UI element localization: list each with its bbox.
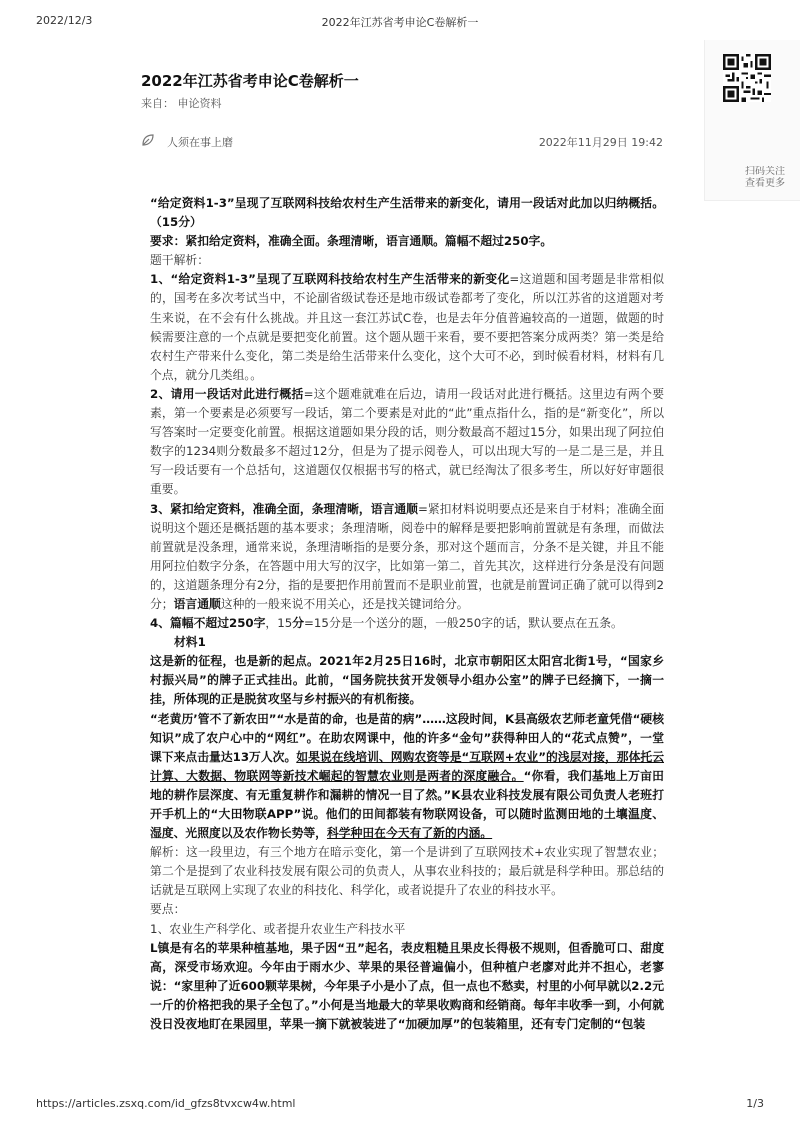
print-header bbox=[0, 14, 800, 30]
material-paragraph-3: L镇是有名的苹果种植基地，果子因“丑”起名，表皮粗糙且果皮长得极不规则，但香脆可口、甜度高，深受市场欢迎。今年由于雨水少、苹果的果径普遍偏小，但种植户老廖对此并不担心，老寥说：“家里种了近600颗苹果树，今年果子小是小了点，但一点也不愁卖，村里的小何早就以2.2元一斤的价格把我的果子全包了。”小何是当地最大的苹果收购商和经销商。每年丰收季一到，小何就没日没夜地盯在果园里，苹果一摘下就被装进了“加硬加厚”的包装箱里，还有专门定制的“包装 bbox=[150, 940, 664, 1032]
analysis-point-3-head: 3、紧扣给定资料，准确全面，条理清晰，语言通顺 bbox=[150, 501, 418, 516]
print-date: 2022/12/3 bbox=[36, 14, 93, 27]
analysis-point-4-mid: ，15 bbox=[265, 616, 293, 631]
material-paragraph-2-underline-2: 科学种田在今天有了新的内涵。 bbox=[326, 826, 493, 841]
analysis-point-3-tail-body: 这种的一般来说不用关心，还是找关键词给分。 bbox=[220, 596, 469, 611]
qr-caption-line1: 扫码关注 bbox=[745, 166, 785, 177]
key-point-1: 1、农业生产科学化、或者提升农业生产科技水平 bbox=[150, 921, 406, 936]
analysis-point-2-head: 2、请用一段话对此进行概括 bbox=[150, 386, 304, 401]
key-points-label: 要点： bbox=[150, 902, 186, 917]
analysis-point-3-tail-head: 语言通顺 bbox=[173, 596, 221, 611]
page-url[interactable]: https://articles.zsxq.com/id_gfzs8tvxcw4w.html bbox=[36, 1097, 296, 1110]
qr-caption bbox=[745, 166, 800, 190]
material-paragraph-2-a: “老黄历’管不了新农田”“水是苗的命，也是苗的病”……这段时间，K县高级农艺师老童凭借“硬核知识”成了农户心中的“网红”。在助农网课中，他的许多“金句”获得种田人的“花式点赞”，一堂课下来点击量达13万人次。 bbox=[150, 711, 664, 764]
analysis-point-4-body: =15分是一个送分的题，一般250字的话，默认要点在五条。 bbox=[304, 616, 623, 631]
analysis-point-3 bbox=[150, 500, 664, 615]
requirement-text: 要求：紧扣给定资料，准确全面。条理清晰，语言通顺。篇幅不超过250字。 bbox=[150, 234, 553, 249]
analysis-point-2-body: =这个题难就难在后边，请用一段话对此进行概括。这里边有两个要素，第一个要素是必须要写一段话，第二个要素是对此的“此”重点指什么，指的是“新变化”，所以写答案时一定要变化前置。根据这道题如果分段的话，则分数最高不超过15分，如果出现了阿拉伯数字的1234则分数最多不超过12分，但是为了提示阅卷人，可以出现大写的一是二是三是，并且写一段话要有一个总括句，这道题仅仅根据书写的格式，就已经淘汰了很多考生，所以好好审题很重要。 bbox=[150, 386, 664, 497]
article-body bbox=[150, 194, 664, 1034]
print-title: 2022年江苏省考申论C卷解析一 bbox=[321, 16, 479, 29]
analysis-point-3-body: =紧扣材料说明要点还是来自于材料；准确全面说明这个题还是概括题的基本要求；条理清晰，阅卷中的解释是要把影响前置就是有条理，而做法前置就是没条理，通常来说，条理清晰指的是要分条，那对这个题而言，分条不是关键，并且不能用阿拉伯数字分条，在答题中用大写的汉字，比如第一第二，首先其次，这样进行分条是没有问题的，这道题条理分有2分，指的是要把作用前置而不是职业前置，也就是前置词正确了就可以得到2分； bbox=[150, 501, 664, 611]
material-paragraph-2-underline-1: 如果说在线培训、网购农资等是“互联网+农业”的浅层对接，那体托云计算、大数据、物联网等新技术崛起的智慧农业则是两者的深度融合。 bbox=[150, 749, 664, 783]
analysis-point-2 bbox=[150, 385, 664, 500]
publish-date: 2022年11月29日 19:42 bbox=[538, 136, 663, 149]
qr-caption-line2: 查看更多 bbox=[745, 178, 785, 189]
qr-code-icon bbox=[723, 54, 771, 102]
analysis-point-1-head: 1、“给定资料1-3”呈现了互联网科技给农村生产生活带来的新变化 bbox=[150, 272, 510, 287]
material-label: 材料1 bbox=[174, 635, 206, 650]
analysis-point-4 bbox=[150, 614, 664, 633]
stem-analysis-label: 题干解析： bbox=[150, 253, 209, 268]
page-number: 1/3 bbox=[746, 1097, 764, 1110]
leaf-icon bbox=[141, 133, 155, 150]
analysis-point-1-body: =这道题和国考题是非常相似的，国考在多次考试当中，不论副省级试卷还是地市级试卷都考了变化，所以江苏省的这道题对考生来说，在不会有什么挑战。并且这一套江苏试C卷，也是去年分值普遍较高的一道题，做题的时候需要注意的一个点就是要把变化前置。这个题从题干来看，要不要把答案分成两类？第一类是给农村生产带来什么变化，第二类是给生活带来什么变化，这个大可不必，到时候看材料，材料有几个点，就分几类组。。 bbox=[150, 272, 664, 382]
analysis-point-4-mid-bold: 分 bbox=[292, 616, 305, 631]
qr-panel bbox=[704, 40, 800, 201]
material-paragraph-1: 这是新的征程，也是新的起点。2021年2月25日16时，北京市朝阳区太阳宫北街1号，“国家乡村振兴局”的牌子正式挂出。此前，“国务院扶贫开发领导小组办公室”的牌子已经摘下，一摘一挂，所体现的正是脱贫攻坚与乡村振兴的有机衔接。 bbox=[150, 654, 664, 707]
analysis-point-1 bbox=[150, 270, 664, 385]
author-name[interactable]: 人须在事上磨 bbox=[167, 136, 233, 149]
material-paragraph-2-b: “你看，我们基地上万亩田地的耕作层深度、有无重复耕作和漏耕的情况一目了然。”K县农业科技发展有限公司负责人老班打开手机上的“大田物联APP”说。他们的田间都装有物联网设备，可以随时监测田地的土壤温度、湿度、光照度以及农作物长势等， bbox=[150, 768, 664, 841]
analysis-paragraph: 解析：这一段里边，有三个地方在暗示变化，第一个是讲到了互联网技术+农业实现了智慧农业；第二个是提到了农业科技发展有限公司的负责人，从事农业科技的；最后就是科学种田。那总结的话就是互联网上实现了农业的科技化、科学化，或者说提升了农业的科技水平。 bbox=[150, 845, 664, 898]
print-footer bbox=[0, 1097, 800, 1113]
article-title: 2022年江苏省考申论C卷解析一 bbox=[141, 72, 359, 90]
analysis-point-4-head: 4、篇幅不超过250字 bbox=[150, 616, 266, 631]
article-source[interactable]: 来自： 申论资料 bbox=[141, 97, 222, 110]
material-paragraph-2 bbox=[150, 710, 664, 844]
author-row bbox=[141, 133, 663, 149]
question-text: “给定资料1-3”呈现了互联网科技给农村生产生活带来的新变化，请用一段话对此加以归纳概括。（15分） bbox=[150, 196, 664, 230]
